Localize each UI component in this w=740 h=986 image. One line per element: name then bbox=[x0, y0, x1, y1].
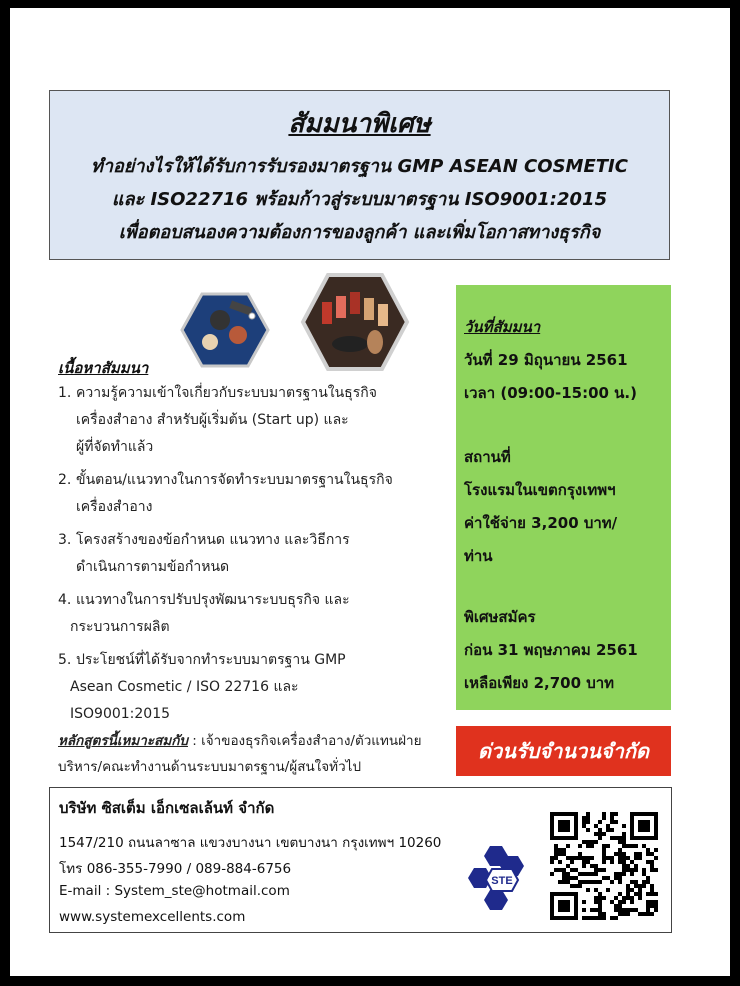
contact-box bbox=[49, 787, 672, 933]
date-heading: วันที่สัมมนา bbox=[464, 318, 541, 336]
list-item bbox=[58, 527, 418, 581]
list-item bbox=[58, 380, 418, 461]
audience-text bbox=[58, 728, 458, 780]
item-number: 5. bbox=[58, 652, 72, 668]
date-text: วันที่ 29 มิถุนายน 2561 bbox=[464, 351, 628, 369]
list-item bbox=[58, 587, 418, 641]
special-date: ก่อน 31 พฤษภาคม 2561 bbox=[464, 641, 638, 659]
website-link[interactable]: www.systemexcellents.com bbox=[59, 909, 246, 925]
subtitle-line-3: เพื่อตอบสนองความต้องการของลูกค้า และเพิ่มโอกาสทางธุรกิจ bbox=[118, 222, 601, 243]
header-box bbox=[49, 90, 670, 260]
venue-text: โรงแรมในเขตกรุงเทพฯ bbox=[464, 481, 616, 499]
venue-heading: สถานที่ bbox=[464, 448, 511, 466]
content-heading: เนื้อหาสัมมนา bbox=[58, 359, 149, 377]
cost-text: ค่าใช้จ่าย 3,200 บาท/ bbox=[464, 514, 618, 532]
phone: โทร 086-355-7990 / 089-884-6756 bbox=[59, 861, 292, 877]
list-item bbox=[58, 467, 418, 521]
list-item bbox=[58, 647, 418, 728]
time-text: เวลา (09:00-15:00 น.) bbox=[464, 384, 637, 402]
item-text: โครงสร้างของข้อกำหนด แนวทาง และวิธีการ bbox=[76, 532, 350, 548]
company-name: บริษัท ซิสเต็ม เอ็กเซลเล้นท์ จำกัด bbox=[59, 799, 275, 817]
special-price: เหลือเพียง 2,700 บาท bbox=[464, 674, 615, 692]
page-title: สัมมนาพิเศษ bbox=[288, 109, 431, 139]
item-text: ความรู้ความเข้าใจเกี่ยวกับระบบมาตรฐานในธุรกิจ bbox=[76, 385, 377, 401]
item-text: ISO9001:2015 bbox=[70, 706, 171, 722]
audience-sep: : bbox=[187, 733, 202, 749]
ste-hexagon-logo bbox=[468, 844, 530, 916]
item-text: เครื่องสำอาง bbox=[76, 499, 153, 515]
item-number: 4. bbox=[58, 592, 72, 608]
audience-label: หลักสูตรนี้เหมาะสมกับ bbox=[58, 733, 188, 749]
audience-line-1: เจ้าของธุรกิจเครื่องสำอาง/ตัวแทนฝ่าย bbox=[201, 733, 422, 749]
audience-line-2: บริหาร/คณะทำงานด้านระบบมาตรฐาน/ผู้สนใจทั่วไป bbox=[58, 759, 362, 775]
item-number: 2. bbox=[58, 472, 72, 488]
item-text: แนวทางในการปรับปรุงพัฒนาระบบธุรกิจ และ bbox=[76, 592, 350, 608]
seminar-info-panel bbox=[456, 285, 671, 710]
subtitle-line-1: ทำอย่างไรให้ได้รับการรับรองมาตรฐาน GMP ASEAN COSMETIC bbox=[91, 156, 628, 177]
item-text: ขั้นตอน/แนวทางในการจัดทำระบบมาตรฐานในธุรกิจ bbox=[76, 472, 393, 488]
item-number: 1. bbox=[58, 385, 72, 401]
limited-seats-banner: ด่วนรับจำนวนจำกัด bbox=[456, 726, 671, 776]
content-list bbox=[58, 380, 418, 734]
subtitle-line-2: และ ISO22716 พร้อมก้าวสู่ระบบมาตรฐาน ISO9001:2015 bbox=[111, 189, 608, 210]
item-text: ผู้ที่จัดทำแล้ว bbox=[76, 439, 154, 455]
cosmetics-photo-hexagon-small bbox=[180, 290, 270, 370]
item-text: กระบวนการผลิต bbox=[70, 619, 170, 635]
qr-code bbox=[550, 812, 658, 920]
cost-text-2: ท่าน bbox=[464, 547, 493, 565]
item-number: 3. bbox=[58, 532, 72, 548]
special-heading: พิเศษสมัคร bbox=[464, 608, 536, 626]
item-text: ดำเนินการตามข้อกำหนด bbox=[76, 559, 230, 575]
item-text: เครื่องสำอาง สำหรับผู้เริ่มต้น (Start up) และ bbox=[76, 412, 349, 428]
cosmetics-photo-hexagon-large bbox=[300, 272, 410, 372]
logo-text: STE bbox=[491, 875, 513, 887]
item-text: Asean Cosmetic / ISO 22716 และ bbox=[70, 679, 299, 695]
email: E-mail : System_ste@hotmail.com bbox=[59, 883, 290, 899]
item-text: ประโยชน์ที่ได้รับจากทำระบบมาตรฐาน GMP bbox=[76, 652, 346, 668]
address: 1547/210 ถนนลาซาล แขวงบางนา เขตบางนา กรุงเทพฯ 10260 bbox=[59, 835, 442, 851]
